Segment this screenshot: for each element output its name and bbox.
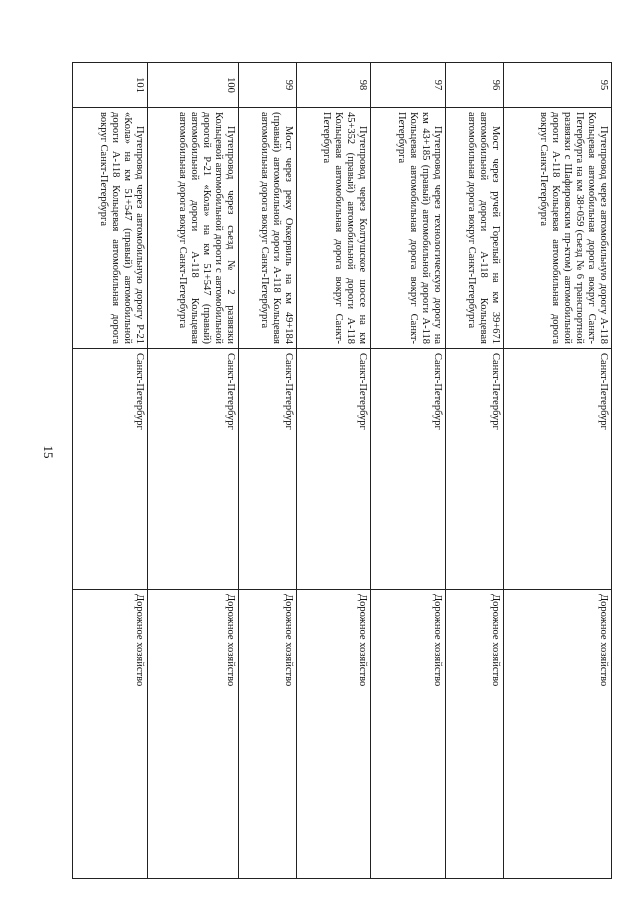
object-owner: Дорожное хозяйство xyxy=(445,590,503,879)
document-table-wrapper xyxy=(72,62,612,842)
rotated-table-container xyxy=(72,62,612,842)
object-owner: Дорожное хозяйство xyxy=(239,590,297,879)
object-name: Мост через ручей Горелый на км 39+671 автомобильной дороги А-118 Кольцевая автомобильная дорога вокруг Санкт-Петербурга xyxy=(445,108,503,349)
table-row xyxy=(73,63,148,879)
object-region: Санкт-Петербург xyxy=(147,349,238,590)
row-number: 97 xyxy=(371,63,446,108)
row-number: 98 xyxy=(296,63,371,108)
object-name: Путепровод через Колтушское шоссе на км 45+352 (правый) автомобильной дороги А-118 Кольцевая автомобильная дорога вокруг Санкт-Петербурга xyxy=(296,108,371,349)
object-owner: Дорожное хозяйство xyxy=(503,590,611,879)
table-row xyxy=(296,63,371,879)
row-number: 95 xyxy=(503,63,611,108)
row-number: 101 xyxy=(73,63,148,108)
object-owner: Дорожное хозяйство xyxy=(147,590,238,879)
table-row xyxy=(503,63,611,879)
object-name: Путепровод через съезд № 2 развязки Кольцевой автомобильной дороги с автомобильной дорогой Р-21 «Кола» на км 51+547 (правый) автомобильной дороги А-118 Кольцевая автомобильная дорога вокруг Санкт-Петербурга xyxy=(147,108,238,349)
object-region: Санкт-Петербург xyxy=(73,349,148,590)
object-region: Санкт-Петербург xyxy=(503,349,611,590)
object-owner: Дорожное хозяйство xyxy=(296,590,371,879)
object-region: Санкт-Петербург xyxy=(445,349,503,590)
objects-table xyxy=(72,62,612,879)
object-name: Путепровод через автомобильную дорогу А-118 Кольцевая автомобильная дорога вокруг Санкт-Петербурга на км 38+059 (съезд № 6 транспортной развязки с Шафировским пр-ктом) автомобильной дороги А-118 Кольцевая автомобильная дорога вокруг Санкт-Петербурга xyxy=(503,108,611,349)
object-region: Санкт-Петербург xyxy=(239,349,297,590)
row-number: 99 xyxy=(239,63,297,108)
object-region: Санкт-Петербург xyxy=(371,349,446,590)
object-name: Мост через реку Оккервиль на км 49+184 (правый) автомобильной дороги А-118 Кольцевая автомобильная дорога вокруг Санкт-Петербурга xyxy=(239,108,297,349)
object-owner: Дорожное хозяйство xyxy=(73,590,148,879)
object-name: Путепровод через автомобильную дорогу Р-21 «Кола» на км 51+547 (правый) автомобильной дороги А-118 Кольцевая автомобильная дорога вокруг Санкт-Петербурга xyxy=(73,108,148,349)
row-number: 100 xyxy=(147,63,238,108)
table-row xyxy=(371,63,446,879)
object-region: Санкт-Петербург xyxy=(296,349,371,590)
page-number: 15 xyxy=(41,445,56,459)
table-row xyxy=(445,63,503,879)
object-name: Путепровод через технологическую дорогу на км 43+185 (правый) автомобильной дороги А-118 Кольцевая автомобильная дорога вокруг Санкт-Петербурга xyxy=(371,108,446,349)
row-number: 96 xyxy=(445,63,503,108)
table-row xyxy=(239,63,297,879)
object-owner: Дорожное хозяйство xyxy=(371,590,446,879)
table-row xyxy=(147,63,238,879)
